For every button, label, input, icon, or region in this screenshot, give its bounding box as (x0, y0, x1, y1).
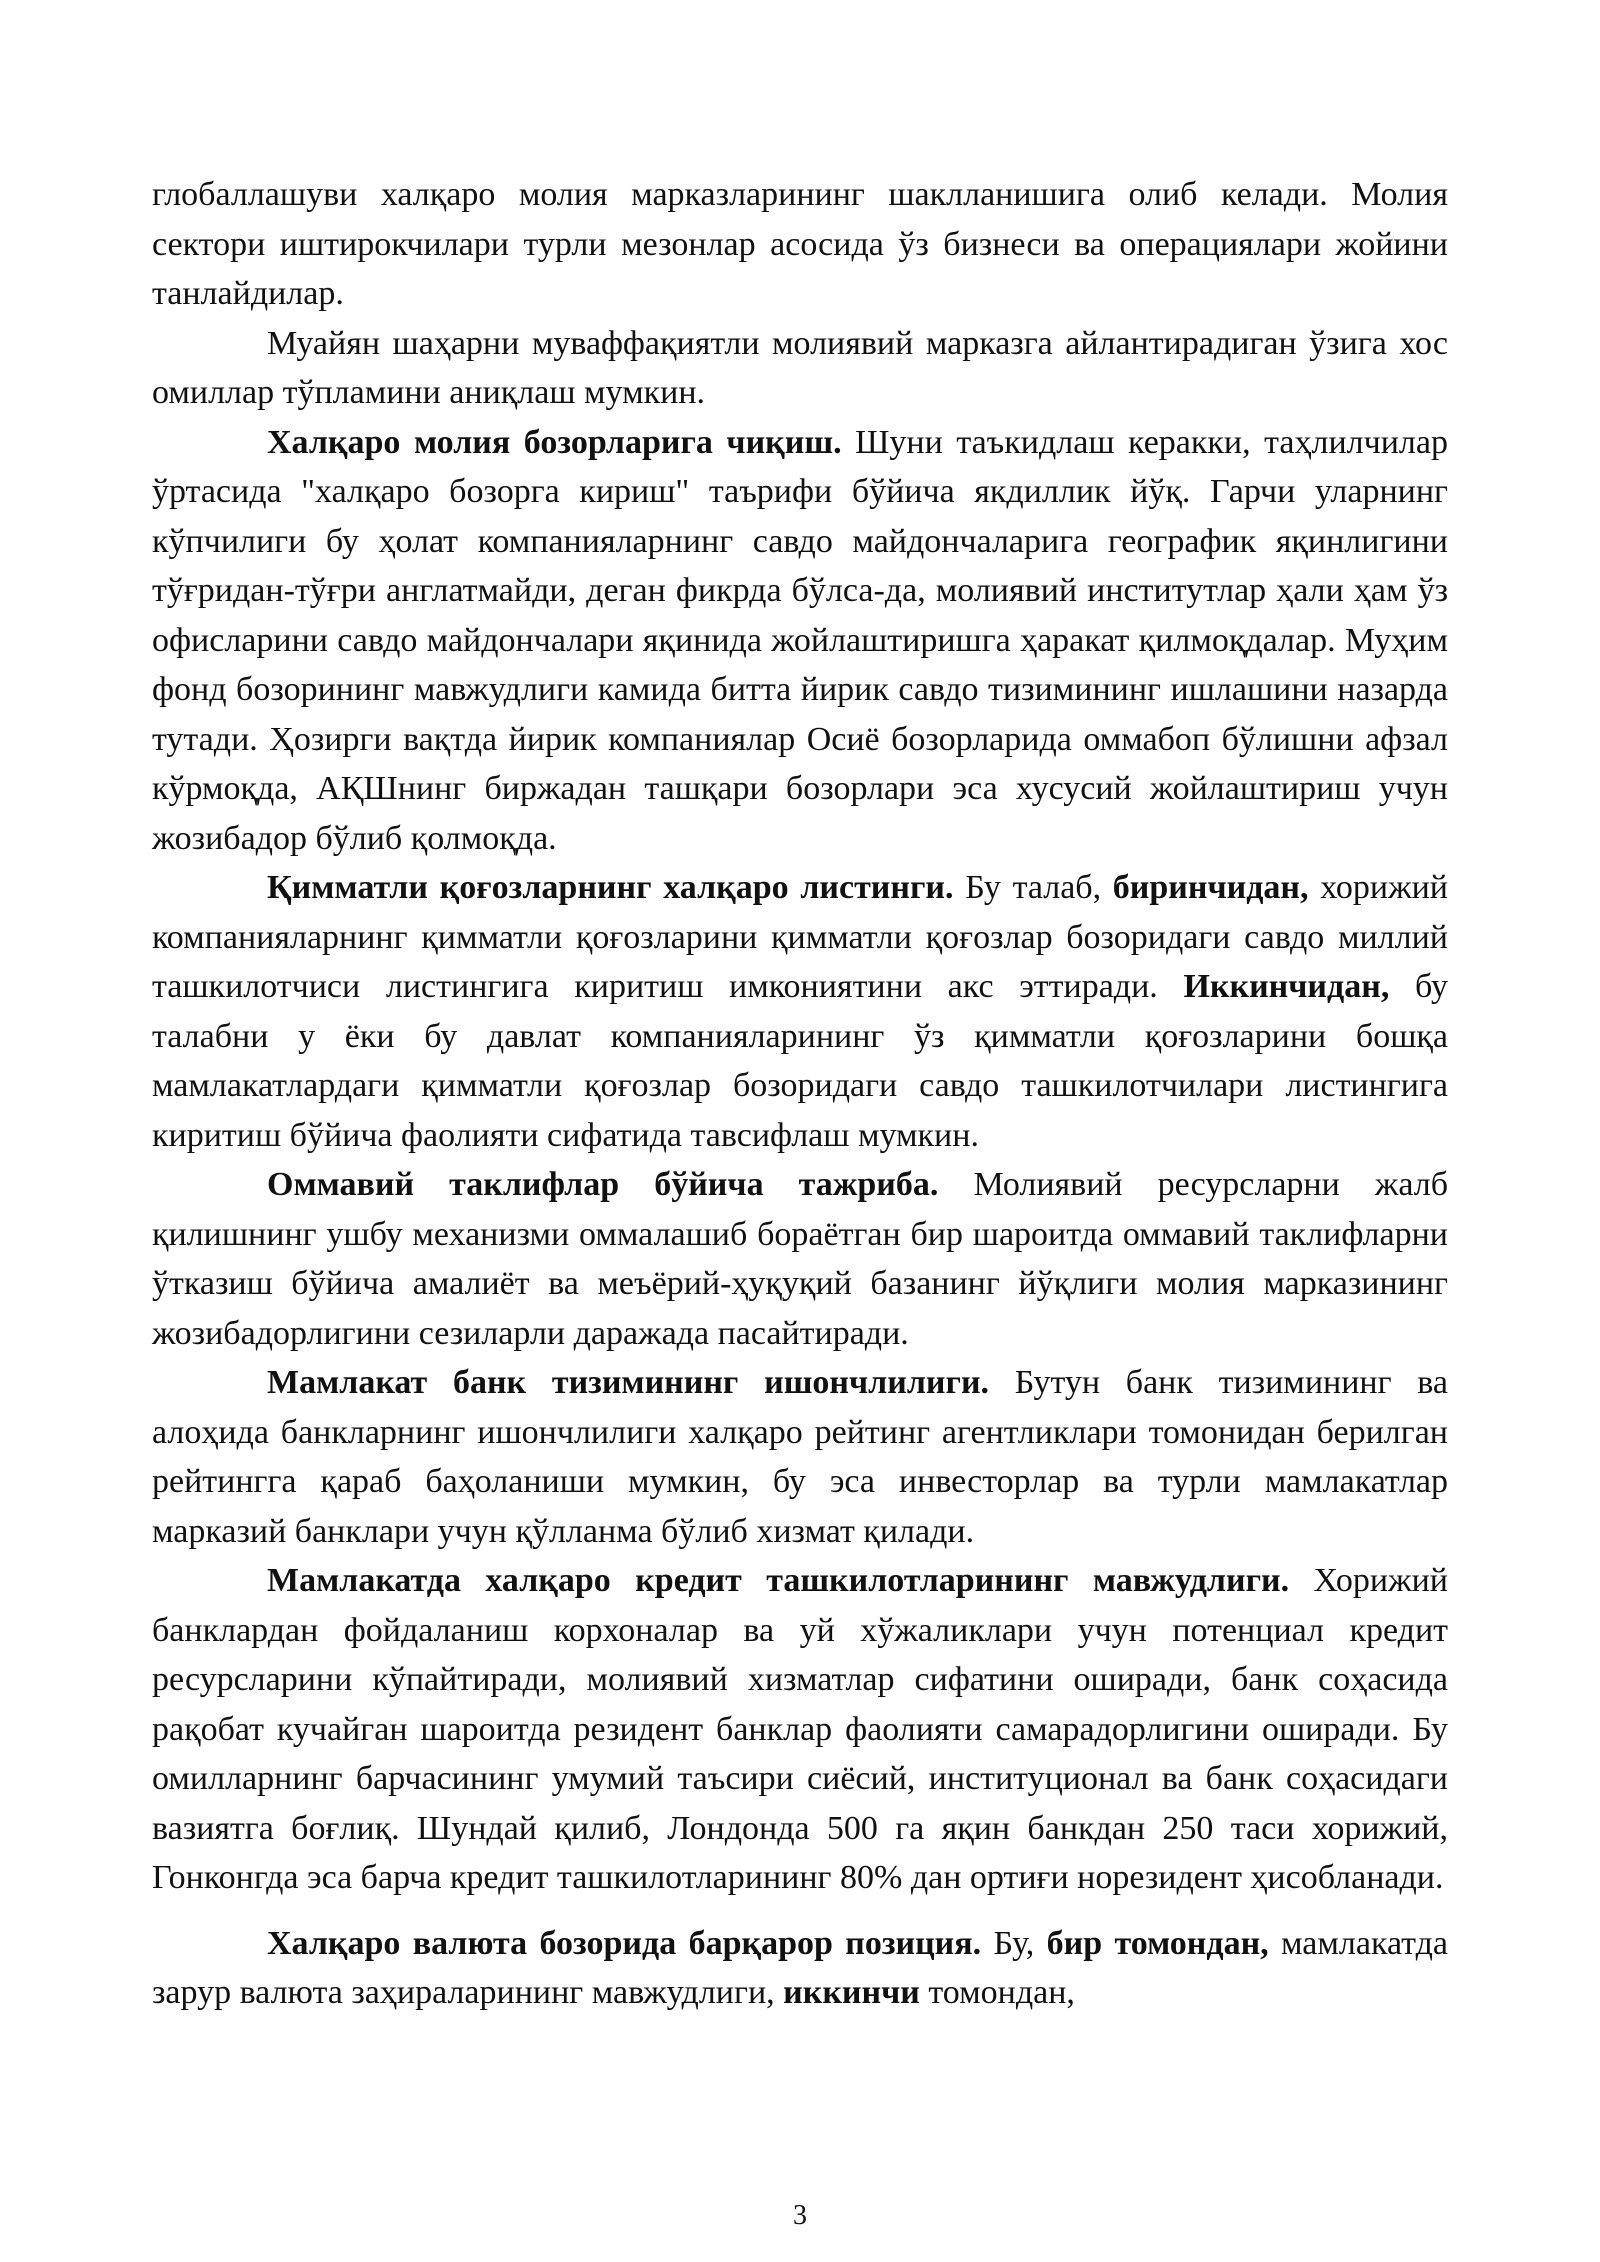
paragraph (152, 1919, 1448, 2018)
bold-text-run: Халқаро молия бозорларига чиқиш. (267, 423, 842, 461)
paragraph (152, 1556, 1448, 1903)
bold-text-run: биринчидан, (1112, 869, 1309, 906)
text-run: Муайян шаҳарни муваффақиятли молиявий марказга айлантирадиган ўзига хос омиллар тўпламини аниқлаш мумкин. (152, 324, 1448, 411)
paragraph (152, 418, 1448, 864)
bold-text-run: Қимматли қоғозларнинг халқаро листинги. (267, 869, 954, 906)
bold-text-run: Оммавий таклифлар бўйича тажриба. (267, 1166, 939, 1203)
paragraph (152, 863, 1448, 1160)
bold-text-run: бир томондан, (1046, 1924, 1269, 1962)
text-run: Бутун банк тизимининг ва алоҳида банкларнинг ишончлилиги халқаро рейтинг агентликлари томонидан берилган рейтингга қараб баҳоланиши мумкин, бу эса инвесторлар ва турли мамлакатлар марказий банклари учун қўлланма бўлиб хизмат қилади. (152, 1364, 1448, 1550)
text-run: Молиявий ресурсларни жалб қилишнинг ушбу механизми оммалашиб бораётган бир шароитда оммавий таклифларни ўтказиш бўйича амалиёт ва меъёрий-ҳуқуқий базанинг йўқлиги молия марказининг жозибадорлигини сезиларли даражада пасайтиради. (152, 1166, 1448, 1352)
text-run: бу талабни у ёки бу давлат компанияларининг ўз қимматли қоғозларини бошқа мамлакатлардаги қимматли қоғозлар бозоридаги савдо ташкилотчилари листингига киритиш бўйича фаолияти сифатида тавсифлаш мумкин. (152, 968, 1448, 1154)
document-body (152, 170, 1448, 2018)
text-run: томондан, (919, 1974, 1075, 2011)
text-run: Хорижий банклардан фойдаланиш корхоналар ва уй хўжаликлари учун потенциал кредит ресурсларини кўпайтиради, молиявий хизматлар сифатини оширади, банк соҳасида рақобат кучайган шароитда резидент банклар фаолияти самарадорлигини оширади. Бу омилларнинг барчасининг умумий таъсири сиёсий, институционал ва банк соҳасидаги вазиятга боғлиқ. Шундай қилиб, Лондонда 500 га яқин банкдан 250 таси хорижий, Гонконгда эса барча кредит ташкилотларининг 80% дан ортиғи норезидент ҳисобланади. (152, 1562, 1448, 1896)
page-number: 3 (793, 2200, 807, 2231)
paragraph (152, 170, 1448, 319)
bold-text-run: Халқаро валюта бозорида барқарор позиция. (267, 1924, 982, 1962)
paragraph (152, 1358, 1448, 1556)
paragraph (152, 319, 1448, 418)
text-run: Шуни таъкидлаш керакки, таҳлилчилар ўртасида "халқаро бозорга кириш" таърифи бўйича якдиллик йўқ. Гарчи уларнинг кўпчилиги бу ҳолат компанияларнинг савдо майдончаларига географик яқинлигини тўғридан-тўғри англатмайди, деган фикрда бўлса-да, молиявий институтлар ҳали ҳам ўз офисларини савдо майдончалари яқинида жойлаштиришга ҳаракат қилмоқдалар. Муҳим фонд бозорининг мавжудлиги камида битта йирик савдо тизимининг ишлашини назарда тутади. Ҳозирги вақтда йирик компаниялар Осиё бозорларида оммабоп бўлишни афзал кўрмоқда, АҚШнинг биржадан ташқари бозорлари эса хусусий жойлаштириш учун жозибадор бўлиб қолмоқда. (152, 423, 1448, 857)
text-run: Бу талаб, (953, 869, 1113, 906)
text-run: Бу, (981, 1924, 1047, 1962)
paragraph (152, 1160, 1448, 1358)
bold-text-run: иккинчи (783, 1974, 920, 2011)
text-run: хорижий компанияларнинг қимматли қоғозларини қимматли қоғозлар бозоридаги савдо миллий ташкилотчиси листингига киритиш имкониятини акс эттиради. (152, 869, 1448, 1005)
bold-text-run: Иккинчидан, (1183, 968, 1390, 1005)
text-run: глобаллашуви халқаро молия марказларининг шаклланишига олиб келади. Молия сектори иштирокчилари турли мезонлар асосида ўз бизнеси ва операциялари жойини танлайдилар. (152, 176, 1448, 312)
text-run: мамлакатда зарур валюта заҳираларининг мавжудлиги, (152, 1924, 1448, 2011)
bold-text-run: Мамлакат банк тизимининг ишончлилиги. (267, 1364, 990, 1401)
bold-text-run: Мамлакатда халқаро кредит ташкилотларининг мавжудлиги. (267, 1562, 1290, 1599)
